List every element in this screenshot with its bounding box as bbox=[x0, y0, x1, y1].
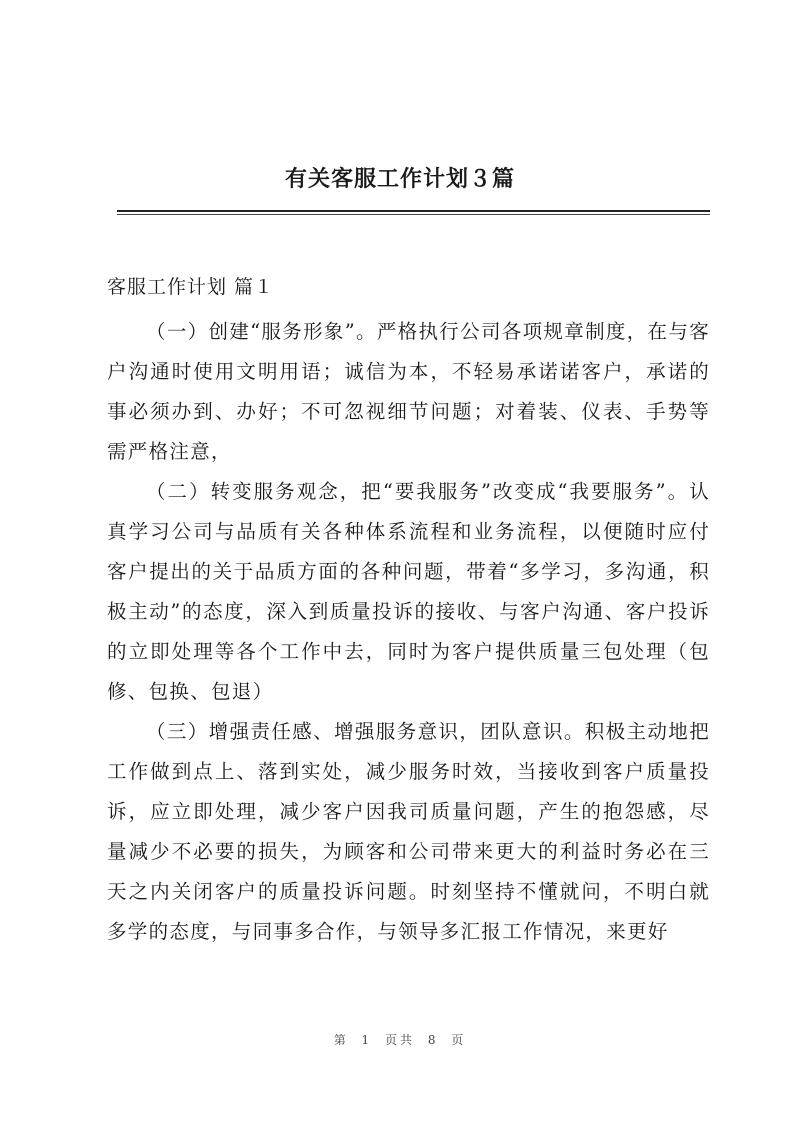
paragraph-1: （一）创建“服务形象”。严格执行公司各项规章制度，在与客户沟通时使用文明用语；诚信为本，不轻易承诺诺客户，承诺的事必须办到、办好；不可忽视细节问题；对着装、仪表、手势等需严格注意， bbox=[107, 320, 710, 463]
paragraph-2: （二）转变服务观念，把“要我服务”改变成“我要服务”。认真学习公司与品质有关各种体系流程和业务流程，以便随时应付客户提出的关于品质方面的各种问题，带着“多学习，多沟通，积极主动”的态度，深入到质量投诉的接收、与客户沟通、客户投诉的立即处理等各个工作中去，同时为客户提供质量三包处理（包修、包换、包退） bbox=[107, 480, 710, 703]
section-heading: 客服工作计划 篇１ bbox=[107, 276, 275, 298]
paragraph-3: （三）增强责任感、增强服务意识，团队意识。积极主动地把工作做到点上、落到实处，减少服务时效，当接收到客户质量投诉，应立即处理，减少客户因我司质量问题，产生的抱怨感，尽量减少不必要的损失，为顾客和公司带来更大的利益时务必在三天之内关闭客户的质量投诉问题。时刻坚持不懂就问，不明白就多学的态度，与同事多合作，与领导多汇报工作情况，来更好 bbox=[107, 720, 710, 943]
title-rule bbox=[117, 210, 710, 212]
page-footer: 第 1 页共 8 页 bbox=[333, 1033, 467, 1047]
body-text bbox=[107, 312, 710, 952]
title-rule-thin bbox=[117, 214, 710, 215]
document-title: 有关客服工作计划３篇 bbox=[284, 166, 515, 192]
